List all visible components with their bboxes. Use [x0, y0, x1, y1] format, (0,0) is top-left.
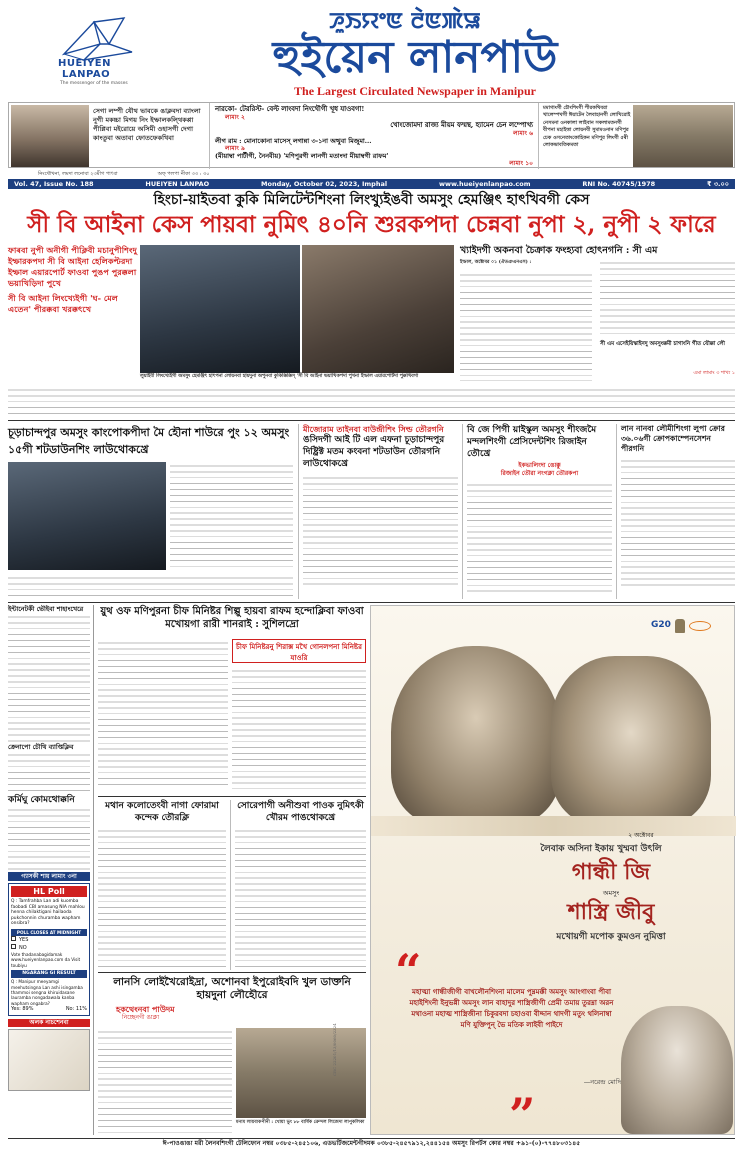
teaser-mid — [209, 103, 539, 169]
g20-logo — [651, 616, 731, 636]
lead-photo-2[interactable] — [302, 245, 454, 373]
lead-bottom-right-body — [460, 386, 735, 418]
churachandpur-photo[interactable] — [8, 462, 166, 570]
teaser-right-text[interactable]: মমাগাংগী চৌংশিংগী পীরকথিবরা খালেম্পখগী ঈয়াটেন লৈবাহানগী লোখিরোই নেসমনা ওনকালা লাইবান সকলামতনগী বীপনা মহাইত্তা লোয়নবী সুমামওনান মণিপুর চেক ওসনেতাংকোহিকন মণিপুর লিংগী ৫ৰী লোকভাবতিকমতা — [543, 105, 631, 149]
masthead — [0, 0, 743, 102]
lead-photo-caption: লুয়াইবী লিংখ্যেইগী অমসুং হেমঞ্জিৎ হাৎপনা লোয়নবা হায়দুনা অপুনবা কুকিক্কিক্কিস্ 'সী বি আইনা ভয়াখিকপদা পুখনা ইম্ফাল এয়ারপোর্টদা পুক্কখিবগা — [140, 373, 419, 379]
lead-side-head[interactable]: ফাৰবা নুপী অনীগী পীক্লিবী মচানুপীশিংদু ইম্ফারকপদা সী বি আইনা হেলিকপ্টরদা ইম্ফাল এয়ারপোর্ট ফাওবা পুঙপ পুরক্কলা ভয়াখিড়িদা পুখে — [8, 245, 137, 288]
modi-portrait — [621, 1006, 733, 1134]
result-question: Q : Manipur meeyamgi meehutsingna Lan ashi isingamba thammoi sengna khiruidasane lauramba nongadawala kanba wapham ongabra? — [11, 979, 83, 1006]
left-head-3[interactable]: কর্মিঘু কোমথোক্কনি — [8, 795, 75, 805]
quote-close-icon: ” — [509, 1088, 536, 1142]
lead-right-head[interactable]: খ্যাইদগী অকনবা চৈক্রাক ফংহ্যবা হোৎনগনি : সী এম — [460, 245, 658, 256]
divider-2 — [8, 602, 735, 603]
lead-right-cont[interactable]: এমা লামাং ৩ শাখ্য ১ — [693, 370, 735, 376]
emblem-icon — [675, 619, 685, 633]
churachandpur-body-2 — [8, 574, 293, 596]
logo-text-1: HUEIYEN — [58, 58, 111, 69]
loikhoi-head[interactable]: লানসি লোইখৈরোইদ্রা, অশোনবা ইপুরোইবদি খুল ডাক্তনি হায়দুনা লৌহৌরে — [113, 976, 351, 1001]
left-column — [8, 605, 94, 1135]
result-no: No: 11% — [65, 1006, 87, 1013]
bjp-head[interactable]: বি জে পিগী য়াইস্কুল অমসুং শীংজমৈ মন্দলশিংগী প্রেসিদেন্টশিং রিজাইন তৌখ্রে — [467, 425, 597, 459]
footer-line: ঈ-পাওঙাঙা মরী লৈনবশিংগী টেলিফোন নম্বর ০৩৮৫-২৪৫১০৬, এডভর্টিজমেন্টগীদমক ০৩৮৫-২৪৫৭৯১২,২৪৪১৫৪ অমসুং রিপর্টস কোর নম্বর +৯১-(০)-৭৭৪৮০৩১৪৫ — [8, 1138, 735, 1148]
lead-side-head-2[interactable]: সী বি আইনা লিংখ্যেইগী 'ঘ- মেল এতেন' পীরক্কবা খরক্কৎখে — [8, 293, 118, 314]
result-values — [11, 1006, 87, 1013]
masthead-tagline: The Largest Circulated Newspaper in Manipur — [294, 84, 536, 98]
lead-side-block — [8, 245, 138, 375]
compensation-head[interactable]: লান নানবা লৌমীশিংগা লুপা ক্রোর ৩৬.০৬গী ক্রোপকাম্পেনসেশন পীরগনি — [621, 424, 725, 453]
poll-no-checkbox[interactable] — [11, 944, 16, 949]
advert-date: ২ অক্টোবর — [628, 832, 654, 839]
mizoram-kicker[interactable]: মীজোরাম তাইনবা বাউন্দ্রীশিং সিল্ড তৌরগনি — [303, 424, 444, 434]
mizoram-head[interactable]: ঙসিদগী আই টি এল এফনা চূড়াচান্দপুর দিষ্ট্রিক্ট মতম কংবনা শটডাউন তৌরগনি লাউথোকখ্রে — [303, 435, 445, 469]
lead-photo-1[interactable] — [140, 245, 300, 373]
moran-body — [98, 827, 226, 967]
result-title: NGARANG GI RESULT — [11, 970, 87, 978]
lead-right-body-2 — [600, 259, 735, 339]
price: ₹ ৩.০০ — [707, 179, 729, 188]
cartoon-image[interactable] — [8, 1029, 90, 1091]
info-strip-mid: অফ্‌ পলপা নীকা ৩৩ : ৩০ — [157, 171, 210, 177]
masthead-bengali-name: হুইয়েন লানপাউ — [272, 32, 558, 83]
wrestler-body — [235, 827, 366, 967]
poll-no-option[interactable] — [11, 944, 87, 952]
poll-yes-option[interactable] — [11, 936, 87, 944]
info-strip — [8, 170, 735, 178]
gandhi-shastri-advert[interactable] — [332, 605, 735, 1142]
info-strip-left: নিংথৌখনা, লমদা লনোবা ২৩মীগ পাৎবা — [38, 171, 118, 177]
poll-yes-checkbox[interactable] — [11, 936, 16, 941]
poll-visit[interactable]: Vote thadanabagidamak www.hueiyenlanpao.com da Visit toubiyu — [11, 951, 81, 968]
teaser-mid-1-page: লামাং ২ — [225, 114, 245, 121]
advert-name-1: গান্ধী জি — [571, 859, 651, 885]
advert-name-2: শাস্ত্রি জীবু — [567, 899, 655, 925]
wrestler-story — [230, 800, 366, 970]
divider-3 — [98, 796, 366, 797]
hl-poll — [8, 883, 90, 1016]
churachandpur-head[interactable]: চূড়াচান্দপুর অমসুং কাংপোকপীদা মৈ হৌনা শাউরে পুং ১২ অমসুং ১৫গী শটডাউনশিং লাউথোকখ্রে — [8, 426, 290, 456]
website-link[interactable]: www.hueiyenlanpao.com — [438, 179, 531, 188]
advert-reg-no: CBC 22201/13/0060/2324 — [332, 1023, 337, 1076]
bjp-sub-2: রিজাইন তৌরা নংগক্লা তৌরকপা — [500, 470, 579, 477]
loikhoi-caption: মনাম লায়বাকপীনী : খোয়া ভুং ৮৮ বার্ষিক ক্রেন্দল লিজেদা লাপুকলিকা — [236, 1120, 365, 1125]
logo-text-2: LANPAO — [62, 69, 111, 80]
left-body-3 — [8, 806, 90, 870]
left-body-1 — [8, 613, 90, 743]
advert-quote: মহাত্মা গান্ধীজীগী বাখলৌনশিংনা মালেম পুম্নমক্কী অমসুং আংগাংবা পীবা মহাইশিংনী ইনুভন্নী অমসুং লান বাহাদুর শাস্ত্রিজীগী প্রেমী তমায় তুরম্না অরন মথাওনা মহাত্ম শাস্ত্রিজীনা চিকুরবদা চহাওবা বীদ্দান থাদগী মতুং থলিনাম্বা মণি যুক্তিপুন্‌ ভৈ মতিক লাইবী পাইদে — [409, 987, 614, 1029]
teaser-left-text[interactable]: সেগা লম্পী যৌথ ভাবকে ঙাক্লবদা ব্যাংলা নুগী মকচ্চা মিগয় নিং ইম্ফালকল্থিকপ্পা পীপ্লিবা মইরোয়ে অসিমী ওহাসগী দেগা কাংতুবা অতাবা ফোতফেকখিবা — [93, 107, 201, 142]
bjp-sub: ইকভালিংদা ঙোক্কু — [518, 462, 561, 469]
shastri-portrait — [551, 656, 711, 826]
wrestler-head[interactable]: সোরেপাগী অনীশুবা পাওক নুমিৎকী খৌরম পাঙথোকখ্রে — [237, 801, 364, 823]
loikhoi-body — [98, 1028, 232, 1134]
teaser-mid-2[interactable]: খোংজোমদা রাজ্য মীয়ম ফম্মন্থ, হ্যামেন চেন লম্পোখ্য — [390, 121, 533, 129]
result-yes: Yes: 89% — [11, 1006, 34, 1013]
advert-and: অমসুং — [602, 889, 620, 897]
top-teaser-row — [8, 102, 735, 168]
teaser-mid-3[interactable]: লীগ রাম : মোনাকোনা মাসেস্‌ লগান্না ৩-১না অত্থুবা মিজুমা... — [215, 137, 372, 145]
poll-close-label: POLL CLOSES AT MIDNIGHT — [11, 929, 87, 936]
advert-intro: লৈবাক অসিনা ইকায় খুম্মবা উৎলি — [540, 844, 662, 854]
g20-box: চীফ মিনিষ্টরনু শিরাক্স মখৈ গোনলপনা মিনিষ্টর যাওরি — [232, 639, 366, 663]
loikhoi-story — [98, 976, 366, 1136]
gandhi-portrait — [391, 646, 561, 826]
info-brand: HUEIYEN LANPAO — [145, 179, 210, 188]
mizoram-story — [298, 424, 458, 599]
g20-label: G20 — [651, 620, 671, 631]
left-head-1[interactable]: ইন্টানেটকী ভৌইবা শাহাংখেরে — [8, 605, 84, 613]
teaser-mid-3-page: লামাং ৯ — [225, 145, 245, 152]
rni-number: RNI No. 40745/1978 — [582, 179, 656, 188]
left-head-2[interactable]: ক্রেনাপো চৌথি ব্যাপ্তিক্লিব — [8, 743, 74, 751]
lead-right-body — [460, 271, 592, 381]
bjp-body — [467, 481, 612, 596]
churachandpur-body — [170, 462, 293, 570]
lead-bottom-body — [8, 386, 460, 418]
poll-no-label: NO — [19, 944, 27, 951]
teaser-mid-4[interactable]: (মীয়াম্বা পার্টীগী, নৈনবীয়) 'মণিপুরগী লানগী মতাংদা মীয়াম্বগী রাফম' — [215, 152, 389, 160]
lead-headline[interactable]: সী বি আইনা কেস পায়বা নুমিৎ ৪০নি শুরকপদা চেন্নবা নুপা ২, নুপী ২ ফারে — [27, 211, 716, 238]
cartoon-label: অলক নাচশেনবা — [8, 1019, 90, 1027]
compensation-story — [616, 424, 735, 599]
advert-attribution: —নরেন্দ্র মোদি — [583, 1078, 621, 1086]
teaser-right-photo[interactable] — [633, 105, 733, 167]
issue-date: Monday, October 02, 2023, Imphal — [261, 179, 388, 188]
moran-head[interactable]: মথান কলোতেংবী নাগা ফোরামা কন্দেক তৌরক্লি — [105, 801, 219, 823]
lead-right — [460, 245, 735, 385]
gas-ad-label[interactable]: গ্যাসকী শায় লামাং ৩না — [8, 872, 90, 881]
g20-body-b — [232, 667, 366, 789]
loikhoi-sub-2: নিচ্ছেনগী ঙাক্লা — [122, 1014, 160, 1021]
poll-title: HL Poll — [11, 886, 87, 897]
info-bar — [8, 179, 735, 189]
lead-right-dateline: ইম্ফাল, অক্টোবর ০১ (ঐতঞএনএস) : — [460, 260, 532, 265]
loikhoi-sub: হকথেংনবা পাউদম — [116, 1004, 175, 1014]
lead-kicker[interactable]: হিংচা-য়াইতবা কুকি মিলিটেন্টশিংনা লিংখ্যুইঙবী অমসুং হেমঞ্জিৎ হাৎখিবগী কেস — [153, 192, 590, 208]
teaser-mid-1[interactable]: নারকো- টেররিস্ট- বেল্ট লাংবদা নিংথৌগী খূধ যাওবগা! — [215, 105, 365, 113]
swachh-icon — [689, 621, 711, 631]
advert-tribute: মখোয়গী মপোক কুমওন নুমিত্তা — [556, 932, 666, 942]
compensation-body — [621, 457, 735, 587]
poll-yes-label: YES — [19, 936, 29, 943]
teaser-mid-4-page: লামাং ১০ — [509, 160, 533, 167]
quote-open-icon: “ — [395, 944, 422, 998]
g20-head[interactable]: য়ুথ ওফ মণিপুরনা চীফ মিনিষ্টর শিল্পু হায়বা রাফম হন্দোক্লিবা ফাওবা মখোয়গা রারী শানরাই : সুশিলদ্রো — [100, 606, 364, 630]
poll-question: Q : Tamfrahba Lan adi kuomba faobadi CBI amasung NIA mahlou henna chilaktigani hailaoda pukchonnin churamba wapham onsibra? — [11, 899, 85, 927]
mizoram-body — [303, 474, 458, 589]
bjp-story — [462, 424, 612, 599]
loikhoi-photo[interactable] — [236, 1028, 366, 1118]
teaser-mid-2-page: লামাং ৬ — [513, 130, 533, 137]
vol-issue: Vol. 47, Issue No. 188 — [14, 179, 94, 188]
g20-story — [98, 605, 366, 793]
g20-body-a — [98, 639, 228, 789]
left-body-2 — [8, 751, 90, 795]
lead-right-note: সী এম এসেইয়িস্কাইনদু অমসুংক্কমী চাগাংনি গীত যৌক্কা লৌ — [600, 341, 725, 347]
masthead-script-name: ꯍꯨꯏꯌꯦꯟ ꯂꯥꯟꯄꯥꯎ — [329, 9, 481, 34]
divider-1 — [8, 420, 735, 421]
divider-4 — [98, 972, 366, 973]
poll-options — [11, 936, 87, 952]
logo-sub: The messenger of the masses — [60, 81, 128, 86]
moran-story — [98, 800, 226, 970]
logo — [54, 14, 144, 94]
teaser-left-photo[interactable] — [11, 105, 89, 167]
